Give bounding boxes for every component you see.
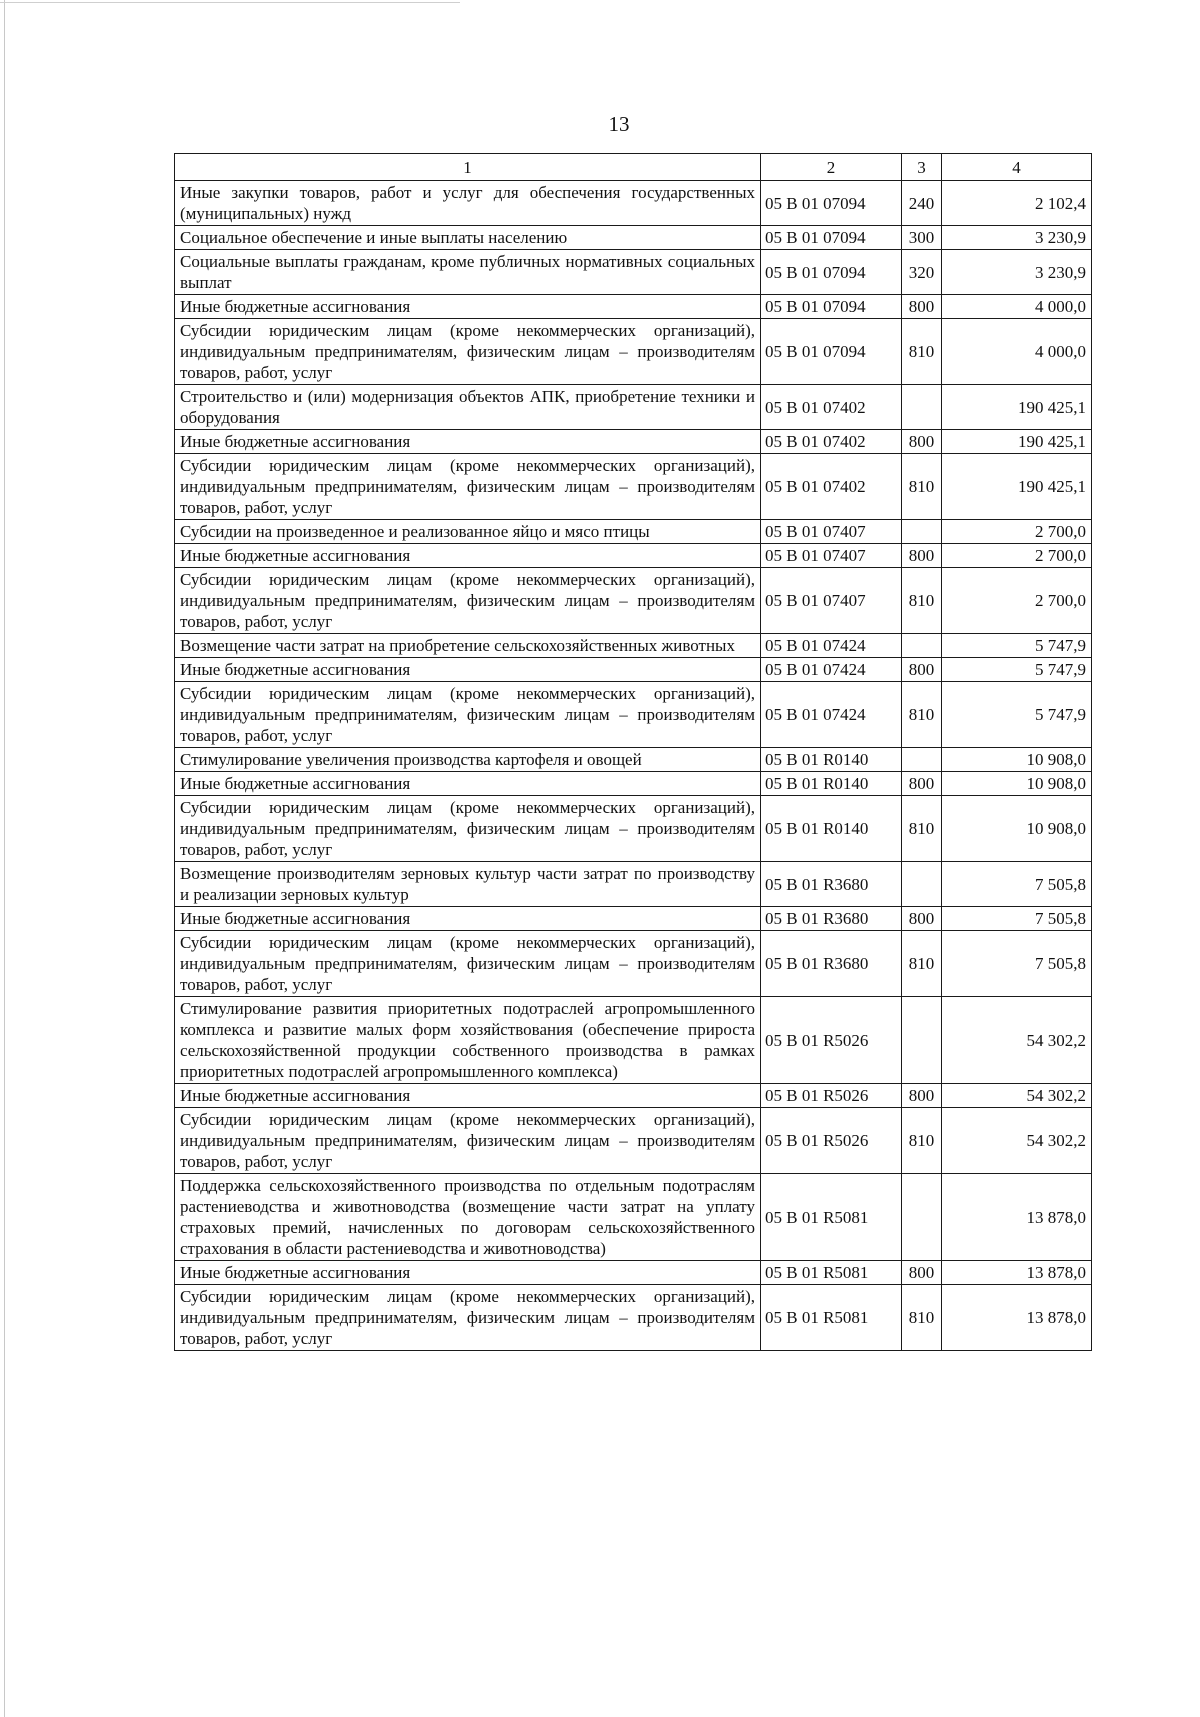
row-code-cell: 05 В 01 07407 <box>761 544 902 568</box>
row-code-cell: 05 В 01 07402 <box>761 430 902 454</box>
row-amount-cell: 7 505,8 <box>942 931 1092 997</box>
row-code-cell: 05 В 01 R0140 <box>761 748 902 772</box>
row-amount-cell: 13 878,0 <box>942 1261 1092 1285</box>
row-amount-cell: 10 908,0 <box>942 748 1092 772</box>
row-type-cell: 300 <box>902 226 942 250</box>
row-type-cell <box>902 748 942 772</box>
row-name-cell: Субсидии на произведенное и реализованное яйцо и мясо птицы <box>175 520 761 544</box>
row-type-cell: 800 <box>902 1084 942 1108</box>
column-header-name: 1 <box>175 154 761 181</box>
table-row <box>175 226 1092 250</box>
table-row <box>175 385 1092 430</box>
row-amount-cell: 2 700,0 <box>942 520 1092 544</box>
row-amount-cell: 54 302,2 <box>942 997 1092 1084</box>
row-name-cell: Субсидии юридическим лицам (кроме некоммерческих организаций), индивидуальным предпринимателям, физическим лицам – производителям товаров, работ, услуг <box>175 931 761 997</box>
row-name-cell: Субсидии юридическим лицам (кроме некоммерческих организаций), индивидуальным предпринимателям, физическим лицам – производителям товаров, работ, услуг <box>175 796 761 862</box>
row-amount-cell: 2 700,0 <box>942 544 1092 568</box>
row-amount-cell: 4 000,0 <box>942 295 1092 319</box>
row-type-cell <box>902 520 942 544</box>
row-name-cell: Иные закупки товаров, работ и услуг для обеспечения государственных (муниципальных) нужд <box>175 181 761 226</box>
table-row <box>175 634 1092 658</box>
scan-top-edge <box>0 2 460 3</box>
row-name-cell: Возмещение производителям зерновых культур части затрат по производству и реализации зерновых культур <box>175 862 761 907</box>
row-name-cell: Иные бюджетные ассигнования <box>175 295 761 319</box>
row-code-cell: 05 В 01 07094 <box>761 295 902 319</box>
row-code-cell: 05 В 01 R3680 <box>761 907 902 931</box>
row-amount-cell: 2 700,0 <box>942 568 1092 634</box>
row-type-cell <box>902 634 942 658</box>
table-row <box>175 520 1092 544</box>
row-amount-cell: 190 425,1 <box>942 454 1092 520</box>
row-name-cell: Иные бюджетные ассигнования <box>175 658 761 682</box>
row-type-cell: 800 <box>902 295 942 319</box>
table-body <box>175 181 1092 1351</box>
row-code-cell: 05 В 01 R5026 <box>761 1108 902 1174</box>
row-code-cell: 05 В 01 07424 <box>761 658 902 682</box>
row-name-cell: Субсидии юридическим лицам (кроме некоммерческих организаций), индивидуальным предпринимателям, физическим лицам – производителям товаров, работ, услуг <box>175 454 761 520</box>
table-row <box>175 931 1092 997</box>
table-row <box>175 295 1092 319</box>
row-name-cell: Субсидии юридическим лицам (кроме некоммерческих организаций), индивидуальным предпринимателям, физическим лицам – производителям товаров, работ, услуг <box>175 568 761 634</box>
row-code-cell: 05 В 01 R5026 <box>761 997 902 1084</box>
row-amount-cell: 190 425,1 <box>942 430 1092 454</box>
row-amount-cell: 13 878,0 <box>942 1174 1092 1261</box>
table-row <box>175 181 1092 226</box>
row-name-cell: Социальные выплаты гражданам, кроме публичных нормативных социальных выплат <box>175 250 761 295</box>
row-amount-cell: 7 505,8 <box>942 907 1092 931</box>
row-amount-cell: 5 747,9 <box>942 634 1092 658</box>
table-row <box>175 1261 1092 1285</box>
table-row <box>175 1108 1092 1174</box>
table-row <box>175 250 1092 295</box>
row-code-cell: 05 В 01 R0140 <box>761 772 902 796</box>
column-header-code: 2 <box>761 154 902 181</box>
row-name-cell: Субсидии юридическим лицам (кроме некоммерческих организаций), индивидуальным предпринимателям, физическим лицам – производителям товаров, работ, услуг <box>175 1285 761 1351</box>
row-type-cell: 800 <box>902 544 942 568</box>
row-type-cell: 810 <box>902 454 942 520</box>
row-type-cell: 810 <box>902 796 942 862</box>
table-header-row <box>175 154 1092 181</box>
row-amount-cell: 4 000,0 <box>942 319 1092 385</box>
row-code-cell: 05 В 01 07407 <box>761 568 902 634</box>
table-row <box>175 1285 1092 1351</box>
row-name-cell: Иные бюджетные ассигнования <box>175 907 761 931</box>
row-amount-cell: 3 230,9 <box>942 250 1092 295</box>
row-name-cell: Иные бюджетные ассигнования <box>175 772 761 796</box>
row-amount-cell: 190 425,1 <box>942 385 1092 430</box>
row-code-cell: 05 В 01 07094 <box>761 250 902 295</box>
row-type-cell: 800 <box>902 907 942 931</box>
table-row <box>175 454 1092 520</box>
row-amount-cell: 10 908,0 <box>942 796 1092 862</box>
row-type-cell <box>902 862 942 907</box>
budget-table <box>174 153 1092 1351</box>
row-code-cell: 05 В 01 R5081 <box>761 1261 902 1285</box>
column-header-type: 3 <box>902 154 942 181</box>
row-type-cell: 810 <box>902 931 942 997</box>
table-row <box>175 796 1092 862</box>
table-row <box>175 1174 1092 1261</box>
table-row <box>175 748 1092 772</box>
row-type-cell <box>902 1174 942 1261</box>
row-code-cell: 05 В 01 R5081 <box>761 1285 902 1351</box>
row-name-cell: Иные бюджетные ассигнования <box>175 430 761 454</box>
row-code-cell: 05 В 01 07407 <box>761 520 902 544</box>
row-type-cell: 810 <box>902 568 942 634</box>
row-name-cell: Стимулирование увеличения производства картофеля и овощей <box>175 748 761 772</box>
row-amount-cell: 5 747,9 <box>942 682 1092 748</box>
row-type-cell: 800 <box>902 1261 942 1285</box>
row-type-cell <box>902 385 942 430</box>
row-name-cell: Стимулирование развития приоритетных подотраслей агропромышленного комплекса и развитие малых форм хозяйствования (обеспечение прироста сельскохозяйственной продукции собственного производства в рамках приоритетных подотраслей агропромышленного комплекса) <box>175 997 761 1084</box>
row-name-cell: Субсидии юридическим лицам (кроме некоммерческих организаций), индивидуальным предпринимателям, физическим лицам – производителям товаров, работ, услуг <box>175 1108 761 1174</box>
row-type-cell: 810 <box>902 682 942 748</box>
row-type-cell: 800 <box>902 430 942 454</box>
table-row <box>175 1084 1092 1108</box>
table-row <box>175 907 1092 931</box>
row-name-cell: Иные бюджетные ассигнования <box>175 544 761 568</box>
table-row <box>175 544 1092 568</box>
table-row <box>175 658 1092 682</box>
row-type-cell: 800 <box>902 772 942 796</box>
row-code-cell: 05 В 01 07402 <box>761 454 902 520</box>
row-type-cell: 800 <box>902 658 942 682</box>
row-code-cell: 05 В 01 07402 <box>761 385 902 430</box>
row-type-cell: 810 <box>902 1108 942 1174</box>
page-number: 13 <box>608 112 630 136</box>
row-code-cell: 05 В 01 07424 <box>761 682 902 748</box>
row-type-cell: 810 <box>902 319 942 385</box>
row-name-cell: Иные бюджетные ассигнования <box>175 1261 761 1285</box>
row-code-cell: 05 В 01 R3680 <box>761 931 902 997</box>
row-code-cell: 05 В 01 R5081 <box>761 1174 902 1261</box>
table-row <box>175 430 1092 454</box>
row-amount-cell: 54 302,2 <box>942 1084 1092 1108</box>
row-amount-cell: 10 908,0 <box>942 772 1092 796</box>
row-name-cell: Возмещение части затрат на приобретение сельскохозяйственных животных <box>175 634 761 658</box>
row-name-cell: Субсидии юридическим лицам (кроме некоммерческих организаций), индивидуальным предпринимателям, физическим лицам – производителям товаров, работ, услуг <box>175 319 761 385</box>
row-amount-cell: 7 505,8 <box>942 862 1092 907</box>
table-row <box>175 682 1092 748</box>
row-code-cell: 05 В 01 07094 <box>761 181 902 226</box>
scan-left-edge <box>4 0 5 1717</box>
row-code-cell: 05 В 01 R5026 <box>761 1084 902 1108</box>
row-type-cell <box>902 997 942 1084</box>
row-name-cell: Поддержка сельскохозяйственного производства по отдельным подотраслям растениеводства и животноводства (возмещение части затрат на уплату страховых премий, начисленных по договорам сельскохозяйственного страхования в области растениеводства и животноводства) <box>175 1174 761 1261</box>
row-amount-cell: 3 230,9 <box>942 226 1092 250</box>
row-code-cell: 05 В 01 07424 <box>761 634 902 658</box>
row-name-cell: Строительство и (или) модернизация объектов АПК, приобретение техники и оборудования <box>175 385 761 430</box>
table-row <box>175 862 1092 907</box>
row-amount-cell: 5 747,9 <box>942 658 1092 682</box>
row-amount-cell: 2 102,4 <box>942 181 1092 226</box>
row-amount-cell: 13 878,0 <box>942 1285 1092 1351</box>
table-row <box>175 319 1092 385</box>
row-code-cell: 05 В 01 R3680 <box>761 862 902 907</box>
row-name-cell: Иные бюджетные ассигнования <box>175 1084 761 1108</box>
row-name-cell: Субсидии юридическим лицам (кроме некоммерческих организаций), индивидуальным предпринимателям, физическим лицам – производителям товаров, работ, услуг <box>175 682 761 748</box>
row-amount-cell: 54 302,2 <box>942 1108 1092 1174</box>
row-type-cell: 320 <box>902 250 942 295</box>
row-type-cell: 810 <box>902 1285 942 1351</box>
table-row <box>175 997 1092 1084</box>
row-type-cell: 240 <box>902 181 942 226</box>
table-row <box>175 772 1092 796</box>
row-code-cell: 05 В 01 07094 <box>761 319 902 385</box>
column-header-amount: 4 <box>942 154 1092 181</box>
row-name-cell: Социальное обеспечение и иные выплаты населению <box>175 226 761 250</box>
row-code-cell: 05 В 01 R0140 <box>761 796 902 862</box>
table-row <box>175 568 1092 634</box>
row-code-cell: 05 В 01 07094 <box>761 226 902 250</box>
